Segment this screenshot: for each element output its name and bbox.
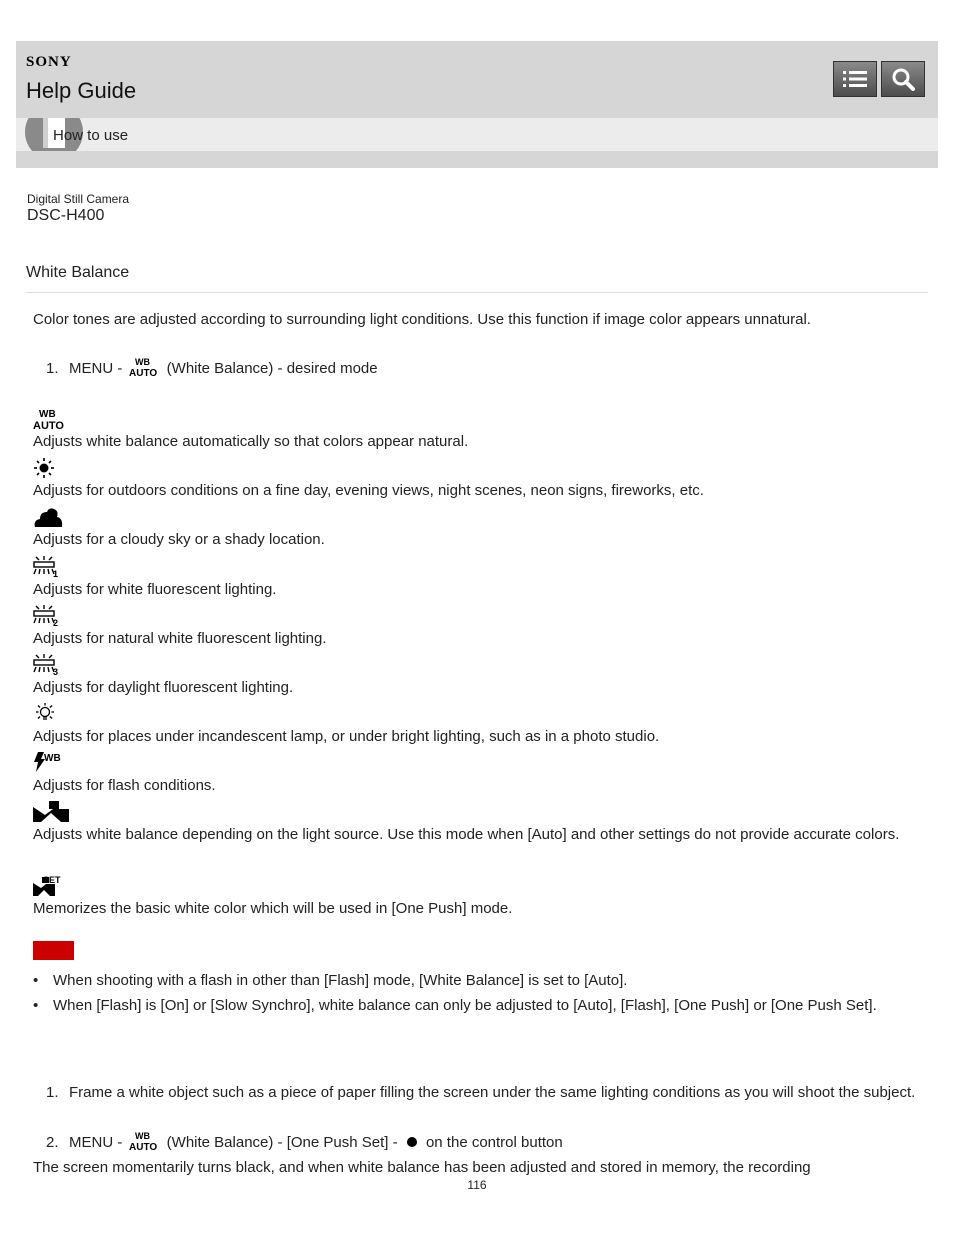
svg-text:AUTO: AUTO: [33, 420, 64, 430]
note-item: When [Flash] is [On] or [Slow Synchro], white balance can only be adjusted to [Auto], [Flash], [One Push] or [One Push Set].: [53, 997, 877, 1014]
wb-auto-icon: [129, 1131, 161, 1151]
note-item: When shooting with a flash in other than [Flash] mode, [White Balance] is set to [Auto].: [53, 972, 628, 989]
svg-text:AUTO: AUTO: [128, 1142, 157, 1151]
svg-text:WB: WB: [134, 357, 150, 367]
mode-description: Adjusts for daylight fluorescent lighting.: [33, 679, 294, 696]
step-number: 1.: [46, 360, 59, 377]
mode-description: Memorizes the basic white color which will be used in [One Push] mode.: [33, 900, 513, 917]
bullet-icon: •: [33, 972, 39, 989]
step-2-pre: MENU -: [69, 1134, 123, 1151]
flash-wb-icon: [33, 752, 63, 773]
mode-description: Adjusts for natural white fluorescent lighting.: [33, 630, 327, 647]
procedure-step-2: [69, 1130, 563, 1155]
help-guide-header: [16, 41, 938, 168]
svg-text:2: 2: [53, 618, 59, 627]
procedure-result-text: The screen momentarily turns black, and when white balance has been adjusted and stored in memory, the recording: [33, 1159, 811, 1176]
bullet-icon: •: [33, 997, 39, 1014]
one-push-set-icon: [33, 875, 65, 896]
svg-text:SET: SET: [43, 875, 61, 885]
mode-description: Adjusts for a cloudy sky or a shady location.: [33, 531, 325, 548]
mode-description: Adjusts for places under incandescent lamp, or under bright lighting, such as in a photo studio.: [33, 728, 660, 745]
caution-marker: [33, 941, 74, 960]
svg-text:1: 1: [53, 569, 59, 578]
step-1-pre: MENU -: [69, 360, 123, 377]
wb-auto-icon: [129, 357, 161, 377]
svg-text:AUTO: AUTO: [128, 368, 157, 377]
daylight-icon: [33, 458, 55, 478]
fluorescent-1-icon: [33, 556, 59, 578]
center-button-icon: [406, 1136, 418, 1148]
mode-description: Adjusts white balance automatically so that colors appear natural.: [33, 433, 469, 450]
breadcrumb-bar: [16, 118, 938, 151]
search-icon: [891, 67, 915, 91]
step-2-post: on the control button: [425, 1134, 563, 1151]
product-type: Digital Still Camera: [27, 192, 130, 206]
page-number: 116: [467, 1178, 487, 1192]
wb-auto-icon: [33, 408, 65, 430]
step-1-post: (White Balance) - desired mode: [166, 360, 378, 377]
search-button[interactable]: [881, 61, 925, 97]
intro-text: Color tones are adjusted according to surrounding light conditions. Use this function if image color appears unnatural.: [33, 311, 811, 328]
cloudy-icon: [33, 507, 63, 528]
guide-title[interactable]: Help Guide: [26, 78, 137, 103]
step-1: [69, 356, 378, 381]
step-2-mid: (White Balance) - [One Push Set] -: [166, 1134, 398, 1151]
svg-text:3: 3: [53, 667, 59, 676]
mode-description: Adjusts for outdoors conditions on a fine day, evening views, night scenes, neon signs, fireworks, etc.: [33, 482, 704, 499]
step-number: 1.: [46, 1084, 59, 1101]
mode-description: Adjusts for flash conditions.: [33, 777, 216, 794]
breadcrumb-how-to-use[interactable]: How to use: [53, 127, 129, 144]
table-of-contents-button[interactable]: [833, 61, 877, 97]
svg-text:WB: WB: [44, 753, 61, 764]
fluorescent-2-icon: [33, 605, 59, 627]
svg-text:WB: WB: [39, 409, 56, 420]
step-number: 2.: [46, 1134, 59, 1151]
sony-logo: SONY: [26, 54, 72, 70]
procedure-step-1: Frame a white object such as a piece of paper filling the screen under the same lighting conditions as you will shoot the subject.: [69, 1084, 916, 1101]
mode-description: Adjusts for white fluorescent lighting.: [33, 581, 277, 598]
list-icon: [842, 69, 868, 89]
product-model: DSC-H400: [27, 207, 105, 224]
incandescent-icon: [33, 703, 57, 725]
svg-text:WB: WB: [134, 1131, 150, 1141]
divider: [26, 292, 928, 293]
mode-description: Adjusts white balance depending on the light source. Use this mode when [Auto] and other settings do not provide accurate colors.: [33, 826, 900, 843]
one-push-icon: [33, 801, 69, 822]
fluorescent-3-icon: [33, 654, 59, 676]
page-title: White Balance: [26, 264, 130, 281]
